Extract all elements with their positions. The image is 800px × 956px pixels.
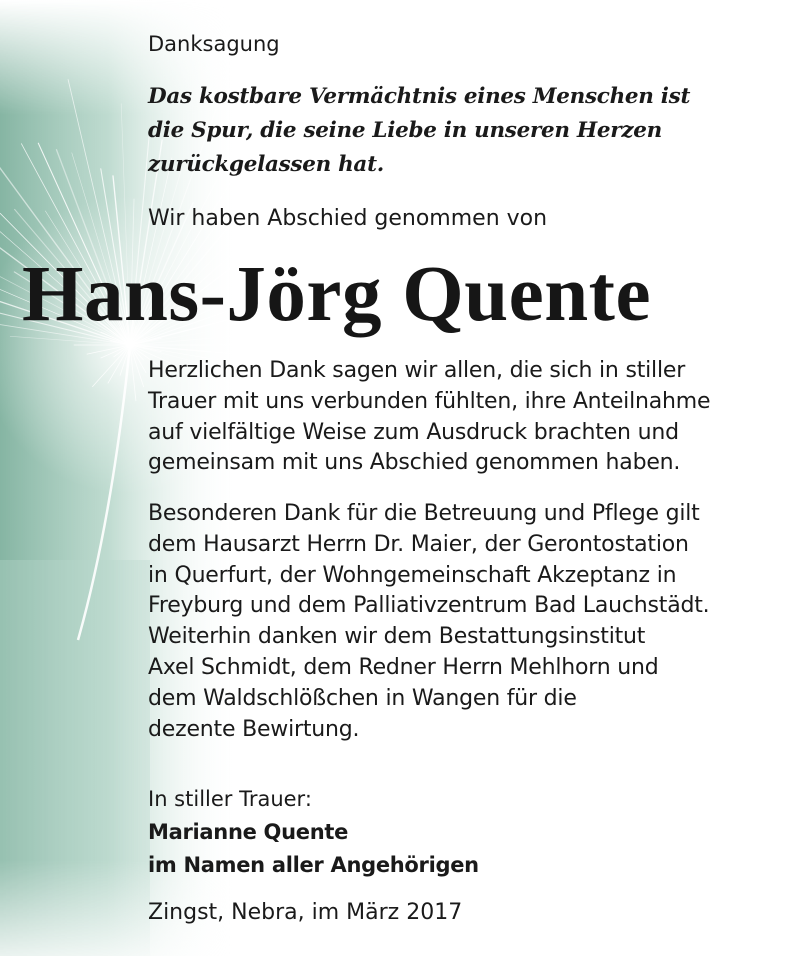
paragraph-line: gemeinsam mit uns Abschied genommen haben. bbox=[148, 450, 681, 476]
paragraph-line: Freyburg und dem Palliativzentrum Bad Lauchstädt. bbox=[148, 593, 710, 619]
place-date: Zingst, Nebra, im März 2017 bbox=[148, 900, 463, 925]
paragraph-line: Besonderen Dank für die Betreuung und Pflege gilt bbox=[148, 501, 700, 526]
quote-line: zurückgelassen hat. bbox=[148, 152, 384, 177]
paragraph-line: in Querfurt, der Wohngemeinschaft Akzeptanz in bbox=[148, 562, 677, 588]
paragraph-line: dezente Bewirtung. bbox=[148, 716, 360, 742]
paragraph-line: dem Waldschlößchen in Wangen für die bbox=[148, 685, 577, 711]
paragraph-line: dem Hausarzt Herrn Dr. Maier, der Gerontostation bbox=[148, 531, 689, 557]
paragraph-line: Trauer mit uns verbunden fühlten, ihre Anteilnahme bbox=[148, 388, 711, 414]
signature bbox=[148, 816, 479, 882]
signature-name: Marianne Quente bbox=[148, 820, 349, 844]
paragraph-line: Weiterhin danken wir dem Bestattungsinstitut bbox=[148, 624, 646, 650]
paragraph-line: auf vielfältige Weise zum Ausdruck brachten und bbox=[148, 419, 679, 445]
quote-line: Das kostbare Vermächtnis eines Menschen ist bbox=[148, 84, 691, 109]
special-thanks-paragraph bbox=[148, 499, 709, 745]
quote-line: die Spur, die seine Liebe in unseren Herzen bbox=[148, 118, 662, 143]
quote bbox=[148, 80, 690, 182]
mourning-label: In stiller Trauer: bbox=[148, 787, 312, 811]
heading: Danksagung bbox=[148, 32, 280, 56]
signature-note: im Namen aller Angehörigen bbox=[148, 853, 479, 877]
deceased-name: Hans-Jörg Quente bbox=[22, 251, 652, 338]
thanks-paragraph bbox=[148, 356, 710, 479]
intro-line: Wir haben Abschied genommen von bbox=[148, 206, 548, 231]
paragraph-line: Axel Schmidt, dem Redner Herrn Mehlhorn und bbox=[148, 654, 659, 680]
paragraph-line: Herzlichen Dank sagen wir allen, die sich in stiller bbox=[148, 358, 686, 383]
